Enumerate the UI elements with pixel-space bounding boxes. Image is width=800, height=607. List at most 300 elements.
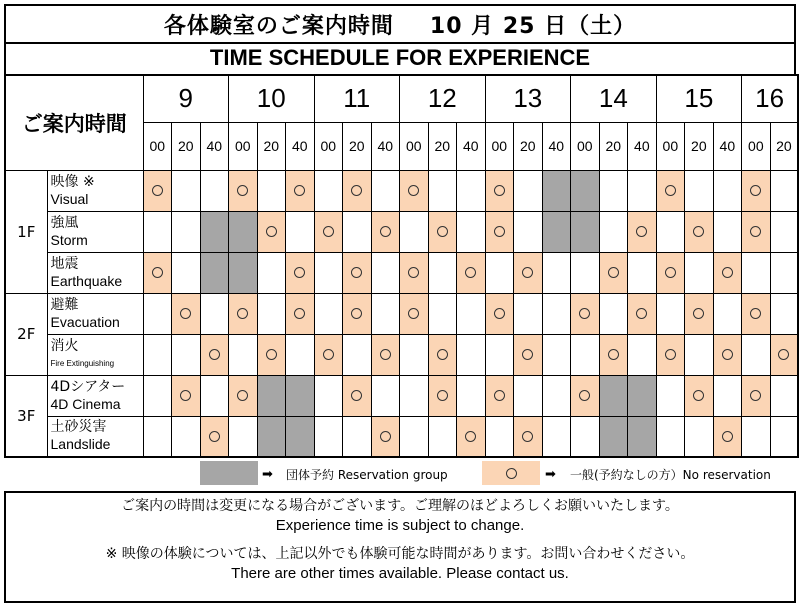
open-slot — [257, 334, 286, 375]
open-circle-icon — [522, 349, 533, 360]
open-slot — [286, 252, 315, 293]
empty-slot — [770, 293, 798, 334]
open-circle-icon — [693, 390, 704, 401]
room-row — [5, 293, 798, 334]
room-name-jp: 土砂災害 — [50, 419, 107, 436]
open-slot — [571, 293, 600, 334]
open-slot — [172, 293, 201, 334]
group-slot — [200, 211, 229, 252]
empty-slot — [200, 375, 229, 416]
hour-header-13: 13 — [485, 75, 571, 122]
empty-slot — [542, 334, 571, 375]
empty-slot — [571, 416, 600, 457]
open-slot — [400, 252, 429, 293]
open-circle-icon — [665, 185, 676, 196]
empty-slot — [713, 293, 742, 334]
hour-header-11: 11 — [314, 75, 400, 122]
group-slot — [628, 416, 657, 457]
empty-slot — [343, 211, 372, 252]
hour-header-10: 10 — [229, 75, 315, 122]
empty-slot — [286, 334, 315, 375]
minute-header: 20 — [770, 122, 798, 170]
empty-slot — [571, 252, 600, 293]
minute-header: 40 — [200, 122, 229, 170]
open-slot — [229, 293, 258, 334]
open-circle-icon — [693, 226, 704, 237]
room-name-en: Earthquake — [50, 272, 123, 289]
open-circle-icon — [294, 267, 305, 278]
group-slot — [200, 252, 229, 293]
empty-slot — [172, 416, 201, 457]
open-slot — [685, 211, 714, 252]
open-circle-icon — [380, 349, 391, 360]
empty-slot — [685, 170, 714, 211]
hour-header-12: 12 — [400, 75, 486, 122]
open-slot — [314, 334, 343, 375]
empty-slot — [656, 293, 685, 334]
empty-slot — [371, 293, 400, 334]
empty-slot — [200, 170, 229, 211]
open-slot — [400, 293, 429, 334]
open-circle-icon — [266, 349, 277, 360]
open-slot — [457, 416, 486, 457]
empty-slot — [400, 211, 429, 252]
open-circle-icon — [351, 308, 362, 319]
open-slot — [143, 170, 172, 211]
open-slot — [742, 375, 771, 416]
open-circle-icon — [506, 468, 517, 479]
empty-slot — [172, 334, 201, 375]
empty-slot — [656, 375, 685, 416]
minute-header: 20 — [257, 122, 286, 170]
minute-header: 00 — [485, 122, 514, 170]
open-circle-icon — [323, 226, 334, 237]
open-slot — [514, 416, 543, 457]
empty-slot — [400, 375, 429, 416]
open-slot — [656, 334, 685, 375]
group-slot — [257, 416, 286, 457]
open-circle-icon — [722, 349, 733, 360]
empty-slot — [428, 416, 457, 457]
open-circle-icon — [437, 226, 448, 237]
open-slot — [770, 334, 798, 375]
minute-header: 00 — [229, 122, 258, 170]
note-1-jp: ご案内の時間は変更になる場合がございます。ご理解のほどよろしくお願いいたします。 — [121, 498, 679, 514]
open-slot — [200, 334, 229, 375]
minute-header: 40 — [628, 122, 657, 170]
open-slot — [343, 252, 372, 293]
room-name — [47, 375, 143, 416]
room-row — [5, 334, 798, 375]
empty-slot — [428, 293, 457, 334]
open-slot — [628, 293, 657, 334]
empty-slot — [257, 293, 286, 334]
open-slot — [343, 375, 372, 416]
open-circle-icon — [266, 226, 277, 237]
open-circle-icon — [351, 390, 362, 401]
title-jp: 各体験室のご案内時間 — [163, 13, 394, 39]
legend-open-label: 一般(予約なしの方）No reservation — [570, 468, 771, 482]
open-slot — [343, 293, 372, 334]
arrow-icon: ➡ — [545, 467, 556, 482]
minute-header: 20 — [685, 122, 714, 170]
empty-slot — [770, 252, 798, 293]
room-row — [5, 170, 798, 211]
open-slot — [656, 170, 685, 211]
empty-slot — [286, 211, 315, 252]
empty-slot — [514, 293, 543, 334]
note-2-en: There are other times available. Please contact us. — [231, 565, 569, 582]
open-slot — [485, 375, 514, 416]
open-circle-icon — [494, 185, 505, 196]
empty-slot — [314, 170, 343, 211]
hour-header-14: 14 — [571, 75, 657, 122]
open-slot — [571, 375, 600, 416]
minute-header: 00 — [143, 122, 172, 170]
open-slot — [229, 375, 258, 416]
open-circle-icon — [750, 226, 761, 237]
room-name-en: Visual — [50, 190, 89, 207]
open-circle-icon — [750, 390, 761, 401]
empty-slot — [542, 416, 571, 457]
empty-slot — [371, 375, 400, 416]
room-name-en: Landslide — [50, 436, 111, 453]
room-name-jp: 地震 — [50, 255, 79, 272]
open-circle-icon — [608, 349, 619, 360]
empty-slot — [314, 293, 343, 334]
empty-slot — [770, 416, 798, 457]
open-slot — [371, 416, 400, 457]
empty-slot — [628, 252, 657, 293]
empty-slot — [571, 334, 600, 375]
open-circle-icon — [665, 349, 676, 360]
group-slot — [599, 375, 628, 416]
empty-slot — [514, 211, 543, 252]
open-circle-icon — [294, 185, 305, 196]
room-name-jp: 映像 ※ — [50, 173, 95, 190]
room-row — [5, 252, 798, 293]
open-circle-icon — [750, 185, 761, 196]
open-circle-icon — [380, 431, 391, 442]
minute-header: 00 — [314, 122, 343, 170]
empty-slot — [457, 170, 486, 211]
empty-slot — [628, 170, 657, 211]
group-slot — [286, 416, 315, 457]
minute-header: 40 — [457, 122, 486, 170]
group-slot — [542, 170, 571, 211]
room-name-jp: 4Dシアター — [50, 378, 126, 395]
group-slot — [599, 416, 628, 457]
room-name — [47, 293, 143, 334]
empty-slot — [770, 375, 798, 416]
open-circle-icon — [180, 390, 191, 401]
room-row — [5, 416, 798, 457]
notes-box — [4, 491, 796, 603]
group-slot — [229, 211, 258, 252]
open-circle-icon — [494, 226, 505, 237]
hour-header-15: 15 — [656, 75, 742, 122]
minute-header: 40 — [286, 122, 315, 170]
open-slot — [343, 170, 372, 211]
empty-slot — [400, 334, 429, 375]
open-circle-icon — [380, 226, 391, 237]
open-slot — [713, 416, 742, 457]
empty-slot — [770, 211, 798, 252]
open-circle-icon — [465, 267, 476, 278]
open-circle-icon — [294, 308, 305, 319]
empty-slot — [143, 375, 172, 416]
empty-slot — [599, 293, 628, 334]
legend-open-swatch — [482, 461, 540, 485]
room-row — [5, 375, 798, 416]
empty-slot — [457, 211, 486, 252]
minute-header: 20 — [428, 122, 457, 170]
group-slot — [286, 375, 315, 416]
empty-slot — [371, 252, 400, 293]
empty-slot — [742, 416, 771, 457]
note-1-en: Experience time is subject to change. — [275, 517, 525, 534]
open-slot — [229, 170, 258, 211]
open-slot — [371, 334, 400, 375]
room-name — [47, 252, 143, 293]
empty-slot — [542, 375, 571, 416]
open-circle-icon — [636, 226, 647, 237]
room-name-en: Evacuation — [50, 313, 120, 330]
open-slot — [599, 252, 628, 293]
empty-slot — [485, 252, 514, 293]
empty-slot — [656, 211, 685, 252]
group-slot — [571, 211, 600, 252]
open-circle-icon — [722, 267, 733, 278]
room-name-jp: 強風 — [50, 214, 79, 231]
minute-header: 40 — [542, 122, 571, 170]
open-circle-icon — [693, 308, 704, 319]
open-circle-icon — [209, 431, 220, 442]
open-slot — [742, 211, 771, 252]
group-slot — [628, 375, 657, 416]
empty-slot — [485, 416, 514, 457]
empty-slot — [457, 293, 486, 334]
room-name-en: Fire Extinguishing — [50, 358, 115, 368]
open-circle-icon — [437, 349, 448, 360]
room-name — [47, 211, 143, 252]
open-slot — [685, 293, 714, 334]
room-name-jp: 消火 — [50, 337, 79, 354]
schedule-table — [4, 74, 799, 458]
open-slot — [514, 252, 543, 293]
empty-slot — [770, 170, 798, 211]
open-circle-icon — [237, 185, 248, 196]
empty-slot — [257, 252, 286, 293]
empty-slot — [742, 252, 771, 293]
empty-slot — [485, 334, 514, 375]
empty-slot — [685, 416, 714, 457]
empty-slot — [143, 211, 172, 252]
room-name-en: Storm — [50, 231, 88, 248]
legend-group-label: 団体予約 Reservation group — [286, 468, 448, 482]
open-slot — [599, 334, 628, 375]
empty-slot — [229, 416, 258, 457]
open-circle-icon — [778, 349, 789, 360]
empty-slot — [542, 252, 571, 293]
open-slot — [628, 211, 657, 252]
open-slot — [713, 334, 742, 375]
minute-header: 20 — [172, 122, 201, 170]
open-circle-icon — [750, 308, 761, 319]
open-circle-icon — [636, 308, 647, 319]
open-slot — [428, 211, 457, 252]
open-circle-icon — [209, 349, 220, 360]
open-slot — [514, 334, 543, 375]
open-circle-icon — [180, 308, 191, 319]
empty-slot — [314, 375, 343, 416]
empty-slot — [314, 416, 343, 457]
open-circle-icon — [608, 267, 619, 278]
hour-header-9: 9 — [143, 75, 229, 122]
open-slot — [371, 211, 400, 252]
page-title — [4, 4, 796, 44]
open-slot — [685, 375, 714, 416]
open-circle-icon — [722, 431, 733, 442]
minute-header: 00 — [656, 122, 685, 170]
empty-slot — [343, 416, 372, 457]
room-name-jp: 避難 — [50, 296, 79, 313]
empty-slot — [628, 334, 657, 375]
open-circle-icon — [351, 267, 362, 278]
open-circle-icon — [152, 267, 163, 278]
room-row — [5, 211, 798, 252]
corner-label: ご案内時間 — [5, 75, 143, 170]
empty-slot — [143, 293, 172, 334]
legend — [4, 461, 796, 487]
open-circle-icon — [665, 267, 676, 278]
empty-slot — [457, 375, 486, 416]
open-slot — [143, 252, 172, 293]
empty-slot — [713, 211, 742, 252]
empty-slot — [314, 252, 343, 293]
empty-slot — [599, 211, 628, 252]
open-slot — [485, 170, 514, 211]
open-slot — [742, 293, 771, 334]
minute-header: 20 — [599, 122, 628, 170]
empty-slot — [343, 334, 372, 375]
empty-slot — [257, 170, 286, 211]
floor-label: 3F — [5, 375, 47, 457]
hour-header-16: 16 — [742, 75, 799, 122]
empty-slot — [143, 416, 172, 457]
group-slot — [542, 211, 571, 252]
open-circle-icon — [522, 267, 533, 278]
empty-slot — [229, 334, 258, 375]
minute-header: 20 — [514, 122, 543, 170]
empty-slot — [428, 252, 457, 293]
open-slot — [400, 170, 429, 211]
open-circle-icon — [152, 185, 163, 196]
empty-slot — [599, 170, 628, 211]
open-slot — [656, 252, 685, 293]
open-slot — [286, 293, 315, 334]
open-circle-icon — [579, 308, 590, 319]
open-slot — [200, 416, 229, 457]
empty-slot — [400, 416, 429, 457]
open-circle-icon — [408, 267, 419, 278]
empty-slot — [742, 334, 771, 375]
minute-header: 00 — [742, 122, 771, 170]
open-circle-icon — [237, 308, 248, 319]
empty-slot — [656, 416, 685, 457]
open-slot — [485, 293, 514, 334]
empty-slot — [713, 170, 742, 211]
room-name — [47, 416, 143, 457]
empty-slot — [713, 375, 742, 416]
legend-group-swatch — [200, 461, 258, 485]
floor-label: 2F — [5, 293, 47, 375]
empty-slot — [514, 375, 543, 416]
open-circle-icon — [522, 431, 533, 442]
minute-header: 00 — [571, 122, 600, 170]
group-slot — [257, 375, 286, 416]
room-name-en: 4D Cinema — [50, 395, 121, 412]
empty-slot — [685, 334, 714, 375]
group-slot — [571, 170, 600, 211]
group-slot — [229, 252, 258, 293]
empty-slot — [371, 170, 400, 211]
minute-header: 40 — [371, 122, 400, 170]
note-2-jp: ※ 映像の体験については、上記以外でも体験可能な時間があります。お問い合わせください。 — [105, 546, 695, 562]
empty-slot — [200, 293, 229, 334]
open-slot — [172, 375, 201, 416]
open-circle-icon — [237, 390, 248, 401]
empty-slot — [514, 170, 543, 211]
room-name — [47, 170, 143, 211]
minute-header: 20 — [343, 122, 372, 170]
open-slot — [713, 252, 742, 293]
empty-slot — [542, 293, 571, 334]
open-slot — [457, 252, 486, 293]
minute-header: 00 — [400, 122, 429, 170]
open-slot — [428, 334, 457, 375]
empty-slot — [172, 170, 201, 211]
page-subtitle: TIME SCHEDULE FOR EXPERIENCE — [4, 42, 796, 76]
title-date: 10 月 25 日（土） — [429, 13, 637, 39]
open-slot — [314, 211, 343, 252]
open-circle-icon — [465, 431, 476, 442]
open-slot — [257, 211, 286, 252]
open-circle-icon — [437, 390, 448, 401]
open-slot — [428, 375, 457, 416]
floor-label: 1F — [5, 170, 47, 293]
open-circle-icon — [494, 390, 505, 401]
empty-slot — [172, 211, 201, 252]
open-slot — [485, 211, 514, 252]
empty-slot — [143, 334, 172, 375]
open-circle-icon — [351, 185, 362, 196]
open-slot — [286, 170, 315, 211]
empty-slot — [172, 252, 201, 293]
room-name — [47, 334, 143, 375]
empty-slot — [685, 252, 714, 293]
minute-header: 40 — [713, 122, 742, 170]
open-circle-icon — [408, 185, 419, 196]
hour-row — [5, 75, 798, 122]
open-circle-icon — [579, 390, 590, 401]
open-circle-icon — [323, 349, 334, 360]
open-circle-icon — [494, 308, 505, 319]
arrow-icon: ➡ — [262, 467, 273, 482]
open-slot — [742, 170, 771, 211]
open-circle-icon — [408, 308, 419, 319]
empty-slot — [428, 170, 457, 211]
